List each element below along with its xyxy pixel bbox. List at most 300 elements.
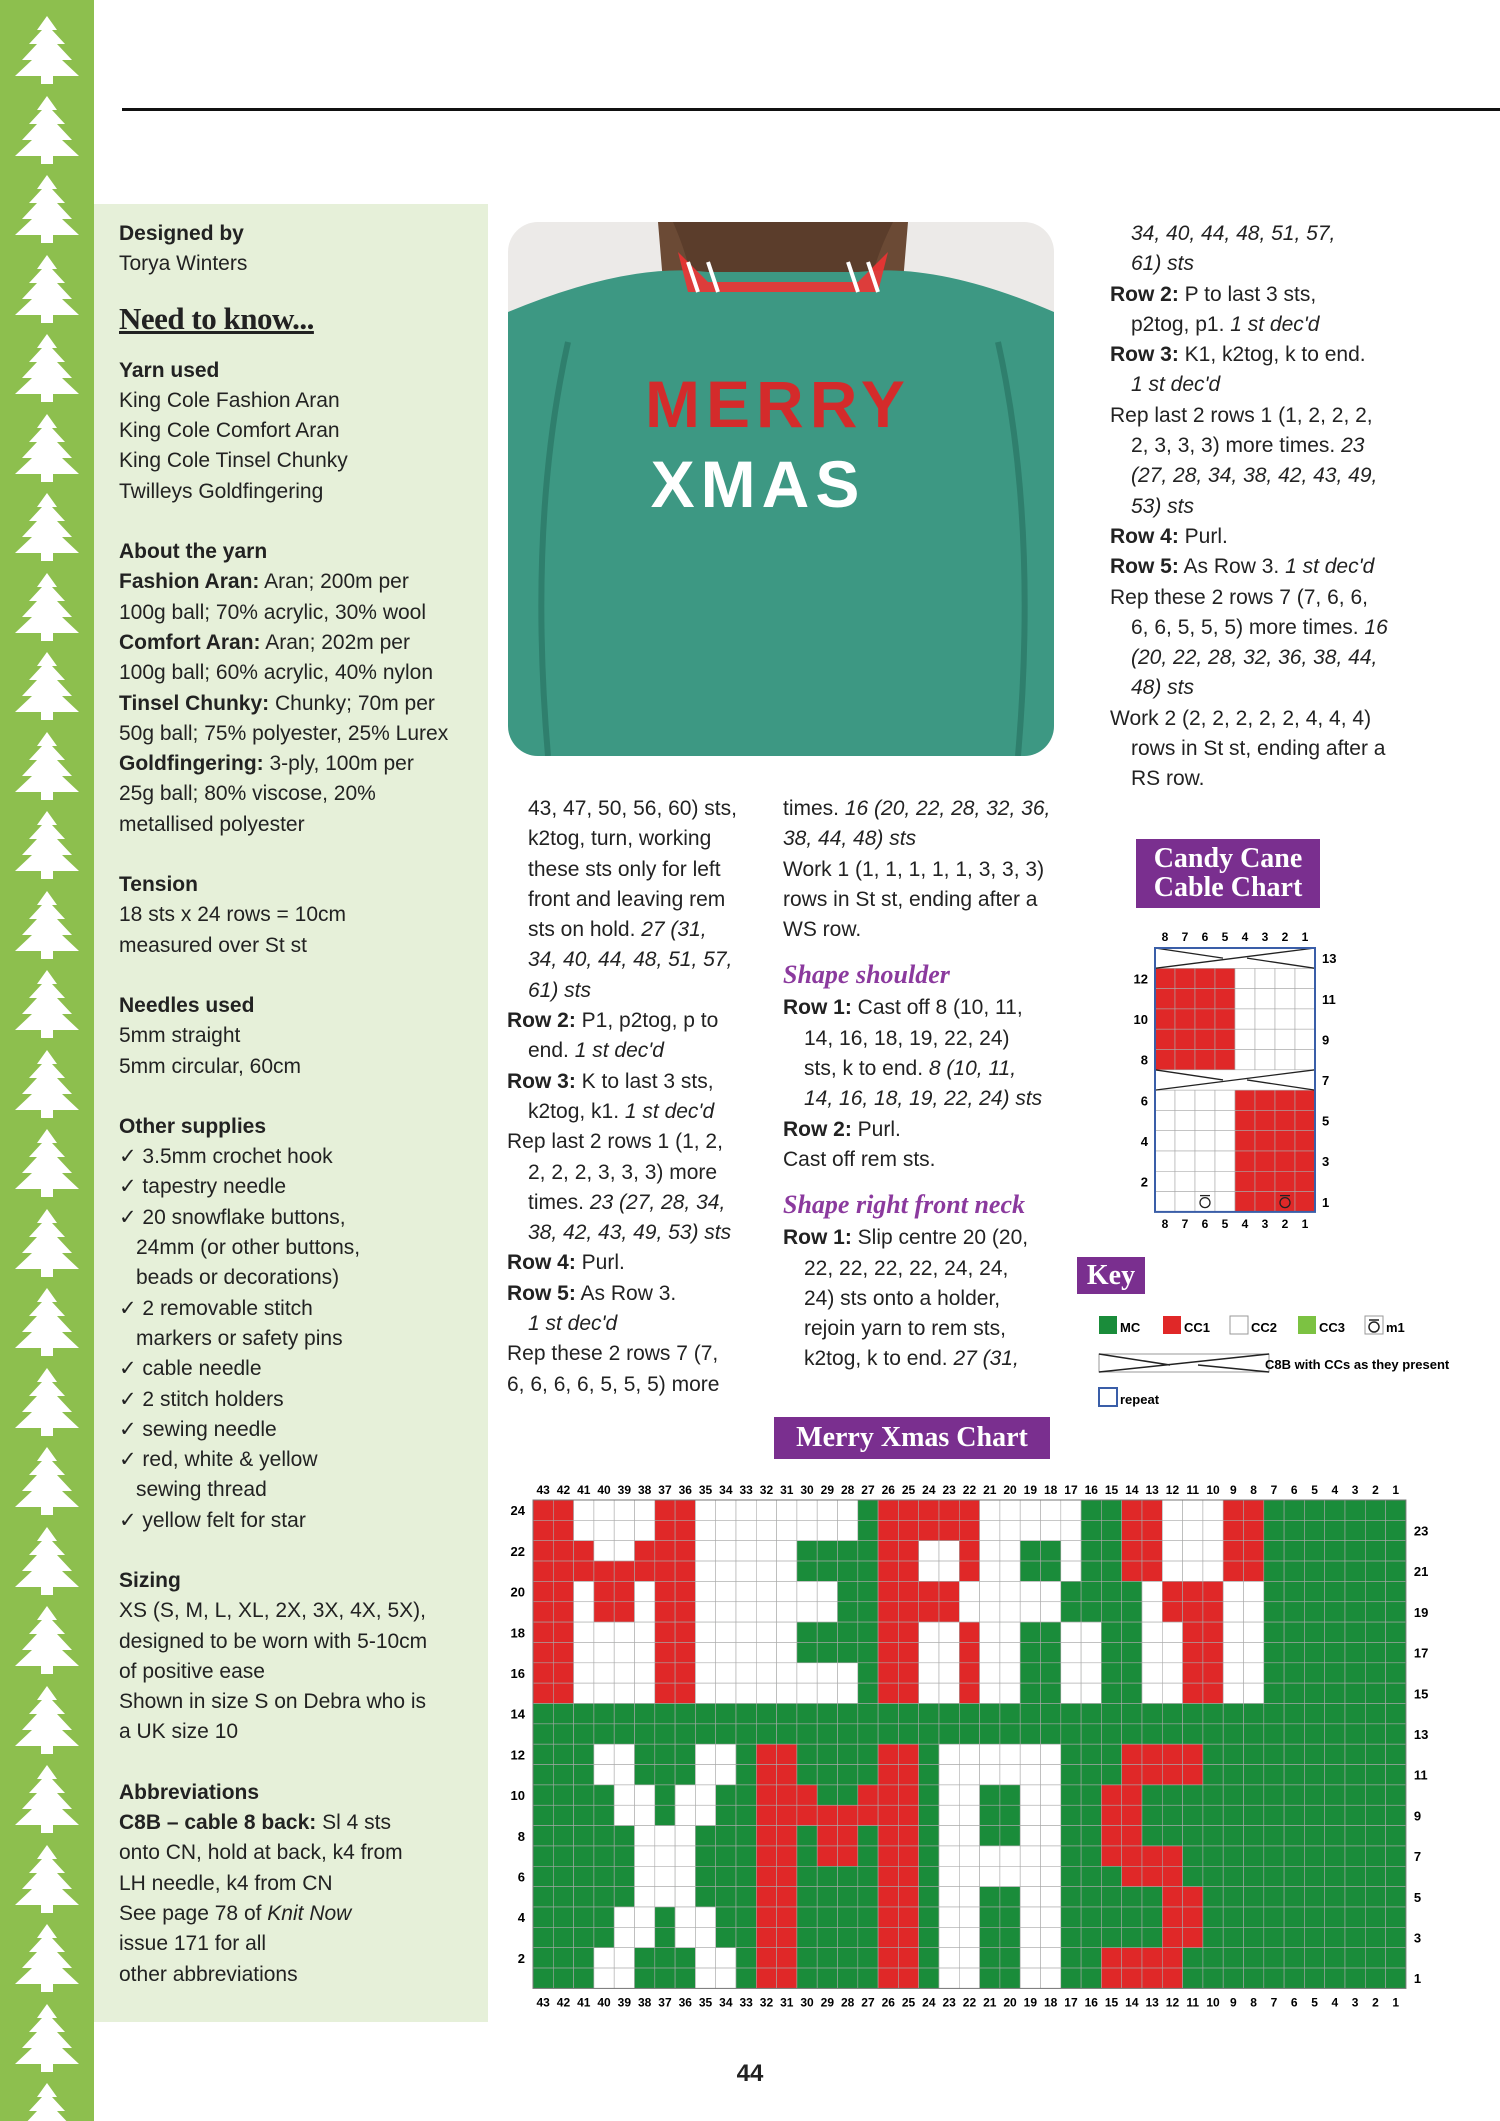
chart-cell <box>675 1826 695 1846</box>
column-label: 37 <box>658 1995 672 2010</box>
chart-cell <box>1101 1927 1121 1947</box>
chart-cell <box>858 1622 878 1642</box>
cable-row-label: 8 <box>1140 1052 1148 1068</box>
chart-cell <box>1264 1948 1284 1968</box>
chart-cell <box>594 1866 614 1886</box>
fashion-aran-line: 100g ball; 70% acrylic, 30% wool <box>119 600 427 624</box>
chart-cell <box>898 1968 918 1988</box>
chart-cell <box>980 1948 1000 1968</box>
chart-cell <box>1081 1948 1101 1968</box>
chart-cell <box>1304 1907 1324 1927</box>
chart-cell <box>635 1500 655 1520</box>
row-4-instruction: Row 4: Purl. <box>507 1251 625 1275</box>
cable-column-label: 2 <box>1281 1216 1289 1231</box>
chart-cell <box>939 1927 959 1947</box>
chart-cell <box>1244 1642 1264 1662</box>
abbreviations-heading: Abbreviations <box>119 1780 260 1804</box>
chart-cell <box>1041 1541 1061 1561</box>
cable-column-label: 1 <box>1301 1216 1309 1231</box>
chart-cell <box>1345 1704 1365 1724</box>
column-label: 43 <box>536 1995 550 2010</box>
chart-cell <box>797 1785 817 1805</box>
chart-cell <box>1162 1663 1182 1683</box>
xmas-chart-title: Merry Xmas Chart <box>774 1417 1050 1459</box>
chart-cell <box>1223 1887 1243 1907</box>
chart-cell <box>553 1500 573 1520</box>
chart-cell <box>959 1704 979 1724</box>
chart-cell <box>939 1581 959 1601</box>
chart-cell <box>736 1805 756 1825</box>
column-label: 20 <box>1003 1483 1017 1497</box>
chart-cell <box>919 1642 939 1662</box>
chart-cell <box>939 1642 959 1662</box>
chart-cell <box>980 1907 1000 1927</box>
chart-cell <box>817 1561 837 1581</box>
chart-cell <box>675 1927 695 1947</box>
column-label: 37 <box>658 1483 672 1497</box>
chart-cell <box>655 1642 675 1662</box>
cable-cell <box>1275 1171 1295 1191</box>
chart-cell <box>858 1887 878 1907</box>
tree-icon <box>9 1922 85 1994</box>
chart-cell <box>1000 1642 1020 1662</box>
chart-cell <box>1101 1765 1121 1785</box>
chart-cell <box>655 1968 675 1988</box>
chart-cell <box>533 1948 553 1968</box>
chart-cell <box>817 1724 837 1744</box>
chart-cell <box>777 1805 797 1825</box>
chart-cell <box>939 1785 959 1805</box>
chart-cell <box>533 1561 553 1581</box>
column-label: 17 <box>1064 1995 1078 2010</box>
chart-cell <box>817 1683 837 1703</box>
cable-cell <box>1295 1029 1315 1049</box>
chart-cell <box>594 1826 614 1846</box>
chart-cell <box>1264 1887 1284 1907</box>
chart-cell <box>1345 1520 1365 1540</box>
chart-cell <box>736 1663 756 1683</box>
chart-cell <box>655 1887 675 1907</box>
chart-cell <box>1223 1704 1243 1724</box>
chart-cell <box>655 1520 675 1540</box>
chart-cell <box>1101 1704 1121 1724</box>
chart-cell <box>1162 1683 1182 1703</box>
chart-cell <box>614 1846 634 1866</box>
chart-cell <box>777 1826 797 1846</box>
chart-cell <box>1183 1826 1203 1846</box>
mc-swatch <box>1099 1316 1117 1334</box>
chart-cell <box>594 1724 614 1744</box>
chart-cell <box>1000 1948 1020 1968</box>
chart-cell <box>1223 1948 1243 1968</box>
column-label: 28 <box>840 1995 855 2010</box>
chart-cell <box>1264 1724 1284 1744</box>
chart-cell <box>1101 1907 1121 1927</box>
chart-cell <box>614 1907 634 1927</box>
column-label: 14 <box>1125 1995 1139 2010</box>
cable-row-label: 10 <box>1133 1012 1148 1028</box>
chart-cell <box>1041 1765 1061 1785</box>
chart-cell <box>1203 1541 1223 1561</box>
cable-cell <box>1175 1151 1195 1171</box>
column-label: 34 <box>719 1483 733 1497</box>
column-label: 38 <box>637 1995 652 2010</box>
chart-cell <box>655 1663 675 1683</box>
chart-cell <box>594 1561 614 1581</box>
chart-cell <box>817 1704 837 1724</box>
chart-cell <box>1081 1744 1101 1764</box>
chart-cell <box>635 1520 655 1540</box>
cable-cell <box>1215 1050 1235 1070</box>
chart-cell <box>1203 1785 1223 1805</box>
chart-cell <box>919 1683 939 1703</box>
chart-cell <box>1041 1602 1061 1622</box>
column-label: 16 <box>1084 1995 1098 2010</box>
chart-cell <box>1325 1927 1345 1947</box>
chart-cell <box>838 1581 858 1601</box>
chart-cell <box>574 1744 594 1764</box>
chart-cell <box>1081 1520 1101 1540</box>
chart-cell <box>1203 1887 1223 1907</box>
chart-cell <box>1061 1765 1081 1785</box>
chart-cell <box>1000 1561 1020 1581</box>
chart-cell <box>1183 1642 1203 1662</box>
chart-cell <box>878 1541 898 1561</box>
chart-cell <box>959 1866 979 1886</box>
chart-cell <box>1162 1887 1182 1907</box>
chart-cell <box>939 1846 959 1866</box>
chart-cell <box>898 1602 918 1622</box>
text-line: end. 1 st dec'd <box>528 1039 664 1063</box>
row-label: 17 <box>1413 1645 1429 1661</box>
chart-cell <box>1264 1602 1284 1622</box>
chart-cell <box>655 1561 675 1581</box>
chart-cell <box>878 1724 898 1744</box>
chart-cell <box>695 1561 715 1581</box>
chart-cell <box>533 1927 553 1947</box>
chart-cell <box>1081 1826 1101 1846</box>
chart-cell <box>1325 1826 1345 1846</box>
chart-cell <box>614 1887 634 1907</box>
chart-cell <box>959 1520 979 1540</box>
chart-cell <box>1223 1805 1243 1825</box>
chart-cell <box>1101 1520 1121 1540</box>
tree-icon <box>9 809 85 881</box>
cable-column-label: 5 <box>1221 1216 1229 1231</box>
chart-cell <box>858 1826 878 1846</box>
tree-icon <box>9 1366 85 1438</box>
cable-cell <box>1215 1009 1235 1029</box>
chart-cell <box>939 1683 959 1703</box>
chart-cell <box>838 1907 858 1927</box>
chart-cell <box>1041 1683 1061 1703</box>
cable-cell <box>1195 1029 1215 1049</box>
column-label: 35 <box>698 1483 713 1497</box>
text-line: rows in St st, ending after a <box>783 887 1038 911</box>
chart-cell <box>980 1704 1000 1724</box>
chart-cell <box>594 1785 614 1805</box>
column-label: 35 <box>698 1995 713 2010</box>
chart-cell <box>533 1500 553 1520</box>
chart-cell <box>655 1785 675 1805</box>
chart-cell <box>1101 1785 1121 1805</box>
chart-cell <box>939 1520 959 1540</box>
chart-cell <box>817 1602 837 1622</box>
column-label: 5 <box>1311 1995 1318 2010</box>
chart-cell <box>959 1846 979 1866</box>
row-5-instruction: Row 5: As Row 3. <box>507 1281 677 1305</box>
chart-cell <box>635 1642 655 1662</box>
chart-cell <box>1000 1907 1020 1927</box>
chart-cell <box>1020 1785 1040 1805</box>
chart-cell <box>838 1704 858 1724</box>
chart-cell <box>878 1785 898 1805</box>
tree-icon <box>9 1525 85 1597</box>
chart-cell <box>959 1948 979 1968</box>
chart-cell <box>1244 1500 1264 1520</box>
chart-cell <box>959 1724 979 1744</box>
chart-cell <box>675 1561 695 1581</box>
chart-cell <box>716 1846 736 1866</box>
chart-cell <box>1020 1887 1040 1907</box>
chart-cell <box>1304 1622 1324 1642</box>
chart-cell <box>614 1724 634 1744</box>
chart-cell <box>695 1642 715 1662</box>
chart-cell <box>1386 1642 1406 1662</box>
chart-cell <box>1142 1561 1162 1581</box>
chart-cell <box>980 1622 1000 1642</box>
cable-cell <box>1295 1131 1315 1151</box>
chart-cell <box>898 1866 918 1886</box>
cable-cell <box>1155 1171 1175 1191</box>
chart-cell <box>594 1765 614 1785</box>
chart-cell <box>675 1866 695 1886</box>
column-label: 2 <box>1372 1483 1379 1497</box>
chart-cell <box>1365 1887 1385 1907</box>
chart-cell <box>980 1968 1000 1988</box>
sizing-heading: Sizing <box>119 1568 181 1592</box>
chart-cell <box>716 1602 736 1622</box>
chart-cell <box>1345 1663 1365 1683</box>
chart-cell <box>574 1602 594 1622</box>
chart-cell <box>736 1500 756 1520</box>
chart-cell <box>1223 1826 1243 1846</box>
chart-cell <box>553 1663 573 1683</box>
cable-cell <box>1255 968 1275 988</box>
cable-cell <box>1215 1090 1235 1110</box>
chart-cell <box>695 1704 715 1724</box>
chart-cell <box>1365 1704 1385 1724</box>
mc-label: MC <box>1120 1320 1141 1335</box>
chart-cell <box>614 1805 634 1825</box>
comfort-aran-line: Comfort Aran: Aran; 202m per <box>119 630 410 654</box>
column-label: 19 <box>1023 1483 1038 1497</box>
chart-cell <box>533 1805 553 1825</box>
column-label: 11 <box>1186 1995 1200 2010</box>
tree-icon <box>9 1604 85 1676</box>
chart-cell <box>553 1520 573 1540</box>
chart-cell <box>858 1948 878 1968</box>
chart-cell <box>858 1683 878 1703</box>
chart-cell <box>1365 1907 1385 1927</box>
chart-cell <box>1223 1663 1243 1683</box>
chart-cell <box>959 1887 979 1907</box>
cable-column-label: 6 <box>1201 1216 1209 1231</box>
chart-cell <box>1264 1541 1284 1561</box>
chart-cell <box>878 1907 898 1927</box>
chart-cell <box>898 1724 918 1744</box>
chart-cell <box>980 1683 1000 1703</box>
chart-cell <box>959 1683 979 1703</box>
chart-cell <box>1020 1744 1040 1764</box>
chart-cell <box>939 1866 959 1886</box>
chart-cell <box>1041 1642 1061 1662</box>
chart-cell <box>1386 1765 1406 1785</box>
chart-cell <box>1183 1541 1203 1561</box>
chart-cell <box>1223 1968 1243 1988</box>
chart-cell <box>1183 1724 1203 1744</box>
chart-cell <box>1041 1520 1061 1540</box>
chart-cell <box>1345 1968 1365 1988</box>
cc1-swatch <box>1163 1316 1181 1334</box>
chart-cell <box>574 1724 594 1744</box>
chart-cell <box>716 1704 736 1724</box>
chart-cell <box>1203 1765 1223 1785</box>
chart-cell <box>980 1785 1000 1805</box>
text-line: 38, 42, 43, 49, 53) sts <box>528 1221 732 1245</box>
text-line: 61) sts <box>1131 252 1195 276</box>
text-line: sts on hold. 27 (31, <box>528 918 707 942</box>
chart-cell <box>1081 1663 1101 1683</box>
chart-cell <box>1101 1866 1121 1886</box>
chart-cell <box>1000 1846 1020 1866</box>
chart-cell <box>1101 1663 1121 1683</box>
tree-icon <box>9 730 85 802</box>
chart-cell <box>716 1887 736 1907</box>
chart-cell <box>797 1866 817 1886</box>
chart-cell <box>1386 1520 1406 1540</box>
text-line: 14, 16, 18, 19, 22, 24) <box>804 1026 1010 1050</box>
chart-cell <box>1041 1805 1061 1825</box>
chart-cell <box>1325 1642 1345 1662</box>
chart-cell <box>1386 1704 1406 1724</box>
chart-cell <box>1183 1663 1203 1683</box>
column-label: 32 <box>759 1483 774 1497</box>
chart-cell <box>1264 1622 1284 1642</box>
chart-cell <box>858 1785 878 1805</box>
chart-cell <box>1325 1500 1345 1520</box>
chart-cell <box>1142 1581 1162 1601</box>
chart-cell <box>919 1785 939 1805</box>
chart-cell <box>777 1663 797 1683</box>
c8b-cross-symbol <box>1155 1070 1315 1090</box>
chart-cell <box>736 1520 756 1540</box>
chart-cell <box>878 1561 898 1581</box>
chart-cell <box>614 1602 634 1622</box>
chart-cell <box>1284 1866 1304 1886</box>
chart-cell <box>1244 1704 1264 1724</box>
chart-cell <box>736 1968 756 1988</box>
chart-cell <box>1061 1581 1081 1601</box>
chart-cell <box>1284 1663 1304 1683</box>
chart-cell <box>1264 1866 1284 1886</box>
page-number: 44 <box>736 2060 764 2087</box>
text-line: 24) sts onto a holder, <box>804 1286 1001 1310</box>
cable-column-label: 3 <box>1261 1216 1269 1231</box>
cable-cell <box>1195 1151 1215 1171</box>
chart-cell <box>756 1541 776 1561</box>
chart-cell <box>756 1724 776 1744</box>
chart-cell <box>1000 1704 1020 1724</box>
chart-cell <box>1000 1581 1020 1601</box>
chart-cell <box>594 1602 614 1622</box>
cable-cell <box>1155 1090 1175 1110</box>
chart-cell <box>919 1907 939 1927</box>
chart-cell <box>1345 1887 1365 1907</box>
chart-cell <box>1020 1826 1040 1846</box>
chart-cell <box>756 1907 776 1927</box>
chart-cell <box>878 1520 898 1540</box>
row-label: 19 <box>1413 1604 1429 1620</box>
chart-cell <box>574 1520 594 1540</box>
chart-cell <box>1264 1785 1284 1805</box>
chart-cell <box>675 1968 695 1988</box>
chart-cell <box>1203 1948 1223 1968</box>
chart-cell <box>1162 1826 1182 1846</box>
tree-icon <box>9 571 85 643</box>
chart-cell <box>756 1826 776 1846</box>
chart-cell <box>1325 1541 1345 1561</box>
chart-cell <box>1365 1765 1385 1785</box>
chart-cell <box>1122 1642 1142 1662</box>
chart-cell <box>1101 1968 1121 1988</box>
chart-cell <box>797 1541 817 1561</box>
tinsel-chunky-line: Tinsel Chunky: Chunky; 70m per <box>119 691 435 715</box>
chart-cell <box>1183 1744 1203 1764</box>
tree-icon <box>9 1843 85 1915</box>
text-line: WS row. <box>783 918 862 942</box>
chart-cell <box>1142 1805 1162 1825</box>
chart-cell <box>1142 1541 1162 1561</box>
chart-cell <box>736 1927 756 1947</box>
chart-cell <box>817 1785 837 1805</box>
chart-cell <box>1122 1500 1142 1520</box>
cable-cell <box>1195 968 1215 988</box>
chart-cell <box>878 1866 898 1886</box>
chart-cell <box>777 1520 797 1540</box>
chart-cell <box>655 1683 675 1703</box>
chart-cell <box>574 1805 594 1825</box>
chart-cell <box>858 1968 878 1988</box>
text-line: k2tog, k to end. 27 (31, <box>804 1347 1019 1371</box>
chart-cell <box>1020 1622 1040 1642</box>
chart-cell <box>695 1622 715 1642</box>
supply-item: 24mm (or other buttons, <box>136 1236 361 1260</box>
cable-cell <box>1155 968 1175 988</box>
cable-cell <box>1295 1090 1315 1110</box>
chart-cell <box>1041 1887 1061 1907</box>
chart-cell <box>635 1968 655 1988</box>
column-label: 2 <box>1372 1995 1379 2010</box>
text-line: rejoin yarn to rem sts, <box>804 1317 1006 1341</box>
cable-cell <box>1295 1009 1315 1029</box>
cable-cell <box>1295 1151 1315 1171</box>
chart-cell <box>574 1561 594 1581</box>
chart-cell <box>1386 1907 1406 1927</box>
sizing-line: of positive ease <box>119 1659 265 1683</box>
chart-cell <box>980 1602 1000 1622</box>
text-line: p2tog, p1. 1 st dec'd <box>1131 312 1320 336</box>
